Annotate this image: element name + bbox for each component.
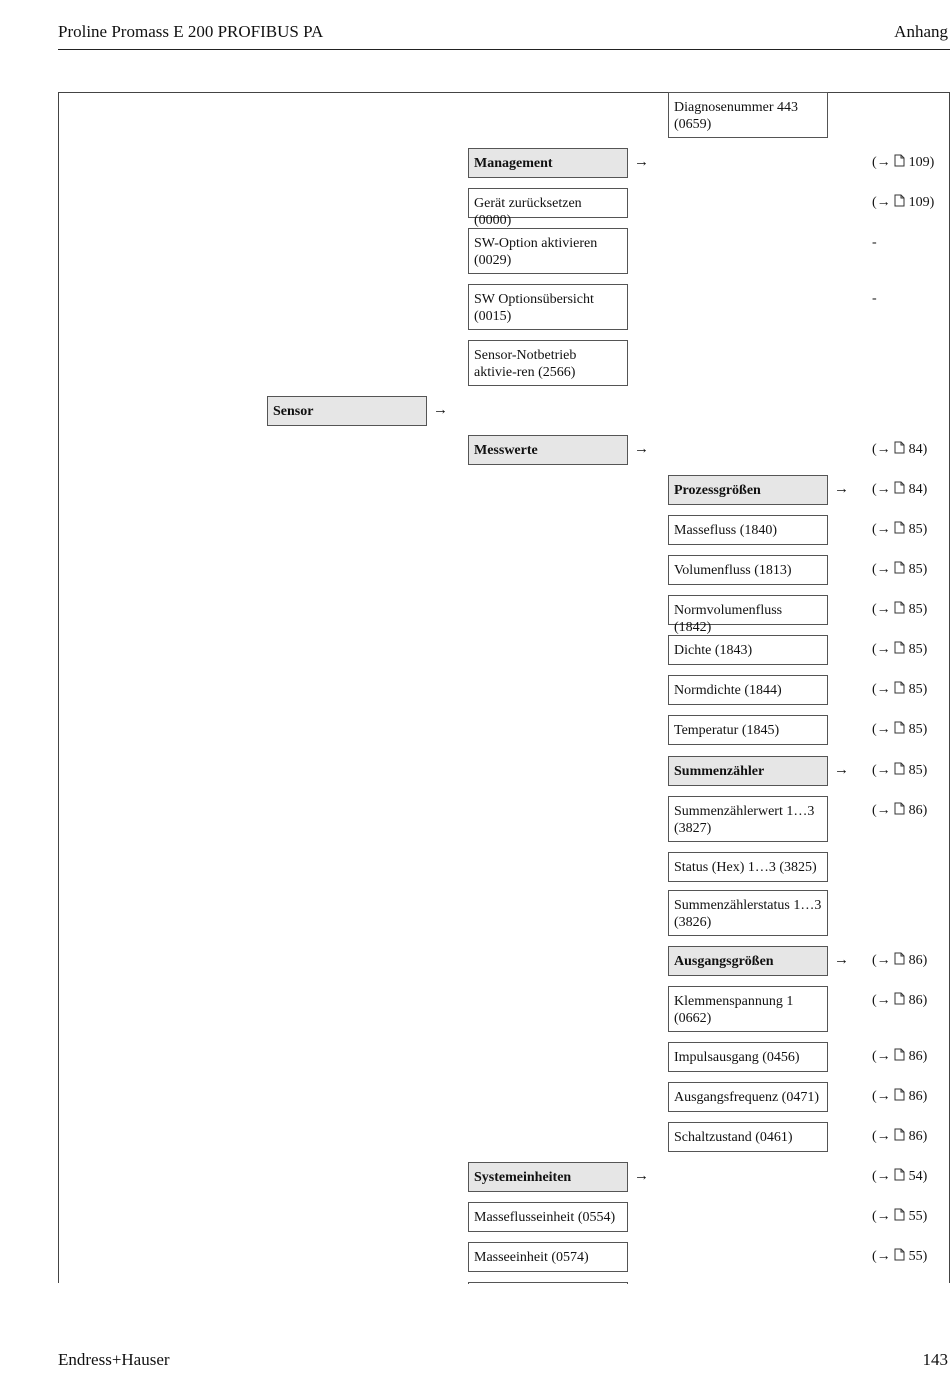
- page-reference: [872, 481, 927, 499]
- parameter-temperatur-1845: [668, 715, 828, 745]
- row-label: Normvolumenfluss (1842): [674, 603, 783, 635]
- document-page-icon: [894, 1088, 905, 1106]
- page-reference: [872, 1168, 927, 1186]
- parameter-status-hex-1-3-3825: [668, 852, 828, 882]
- reference-prefix: (→: [872, 562, 895, 577]
- parameter-summenzahlerstatus-1-3-3826: [668, 890, 828, 936]
- document-page-icon: [894, 992, 905, 1010]
- parameter-impulsausgang-0456: [668, 1042, 828, 1072]
- reference-page-number: 85): [905, 602, 928, 617]
- document-page-icon: [894, 1248, 905, 1266]
- footer-brand: Endress+Hauser: [58, 1350, 170, 1369]
- row-label: Normdichte (1844): [674, 683, 782, 698]
- row-label: Summenzählerstatus 1…3 (3826): [674, 898, 822, 930]
- row-label: Ausgangsgrößen: [674, 954, 774, 969]
- menu-group-prozessgrossen: [668, 475, 828, 505]
- document-page-icon: [894, 561, 905, 579]
- menu-group-systemeinheiten: [468, 1162, 628, 1192]
- menu-group-ausgangsgrossen: [668, 946, 828, 976]
- page-reference: [872, 194, 934, 212]
- page-reference: [872, 561, 927, 579]
- page-reference: [872, 290, 877, 307]
- parameter-sensor-notbetrieb-aktivie-ren-2566: [468, 340, 628, 386]
- reference-prefix: (→: [872, 803, 895, 818]
- row-label: Volumenfluss (1813): [674, 563, 792, 578]
- reference-page-number: 86): [905, 993, 928, 1008]
- parameter-masseeinheit-0574: [468, 1242, 628, 1272]
- document-page-icon: [894, 521, 905, 539]
- row-label: Sensor-Notbetrieb aktivie-ren (2566): [474, 348, 577, 380]
- row-label: Summenzählerwert 1…3 (3827): [674, 804, 815, 836]
- reference-prefix: (→: [872, 195, 895, 210]
- header-title: Proline Promass E 200 PROFIBUS PA: [58, 22, 324, 41]
- reference-page-number: 85): [905, 642, 928, 657]
- page-reference: [872, 1208, 927, 1226]
- parameter-diagnosenummer-443-0659: [668, 92, 828, 138]
- row-label: Prozessgrößen: [674, 483, 761, 498]
- row-label: Masseflusseinheit (0554): [474, 1210, 616, 1225]
- document-page-icon: [894, 601, 905, 619]
- row-label: Diagnosenummer 443 (0659): [674, 100, 799, 132]
- reference-prefix: (→: [872, 1049, 895, 1064]
- parameter-ausgangsfrequenz-0471: [668, 1082, 828, 1112]
- reference-page-number: 85): [905, 522, 928, 537]
- parameter-masseflusseinheit-0554: [468, 1202, 628, 1232]
- page-reference: [872, 641, 927, 659]
- row-label: Impulsausgang (0456): [674, 1050, 800, 1065]
- submenu-arrow-icon: →: [834, 952, 849, 968]
- header-divider: [58, 49, 950, 50]
- page-reference: [872, 721, 927, 739]
- parameter-volumenfluss-1813: [668, 555, 828, 585]
- parameter-box-continued: [468, 1282, 628, 1284]
- reference-prefix: (→: [872, 442, 895, 457]
- page-reference: [872, 681, 927, 699]
- reference-page-number: 55): [905, 1209, 928, 1224]
- reference-prefix: (→: [872, 1249, 895, 1264]
- reference-prefix: -: [872, 291, 877, 306]
- document-page-icon: [894, 1048, 905, 1066]
- document-page-icon: [894, 194, 905, 212]
- menu-group-management: [468, 148, 628, 178]
- reference-prefix: (→: [872, 763, 895, 778]
- reference-prefix: (→: [872, 155, 895, 170]
- document-page-icon: [894, 762, 905, 780]
- parameter-normvolumenfluss-1842: [668, 595, 828, 635]
- submenu-arrow-icon: →: [634, 154, 649, 170]
- page-reference: [872, 762, 927, 780]
- page-reference: [872, 154, 934, 172]
- page-reference: [872, 1088, 927, 1106]
- reference-prefix: (→: [872, 993, 895, 1008]
- row-label: Management: [474, 156, 553, 171]
- row-label: Sensor: [273, 404, 314, 419]
- document-page-icon: [894, 641, 905, 659]
- document-page-icon: [894, 481, 905, 499]
- row-label: Masseeinheit (0574): [474, 1250, 589, 1265]
- reference-prefix: (→: [872, 642, 895, 657]
- reference-prefix: (→: [872, 1089, 895, 1104]
- row-label: Status (Hex) 1…3 (3825): [674, 860, 817, 875]
- reference-page-number: 109): [905, 155, 935, 170]
- parameter-gerat-zurucksetzen-0000: [468, 188, 628, 228]
- parameter-dichte-1843: [668, 635, 828, 665]
- row-label: Klemmenspannung 1 (0662): [674, 994, 794, 1026]
- row-label: Massefluss (1840): [674, 523, 778, 538]
- submenu-arrow-icon: →: [834, 481, 849, 497]
- reference-prefix: (→: [872, 522, 895, 537]
- submenu-arrow-icon: →: [634, 441, 649, 457]
- parameter-sw-optionsubersicht-0015: [468, 284, 628, 330]
- page-reference: [872, 952, 927, 970]
- header-section: Anhang: [894, 22, 948, 41]
- document-page-icon: [894, 1128, 905, 1146]
- reference-page-number: 86): [905, 1089, 928, 1104]
- submenu-arrow-icon: →: [634, 1168, 649, 1184]
- reference-prefix: (→: [872, 953, 895, 968]
- submenu-arrow-icon: →: [433, 402, 448, 418]
- reference-page-number: 85): [905, 562, 928, 577]
- row-label: Summenzähler: [674, 764, 765, 779]
- reference-prefix: (→: [872, 1169, 895, 1184]
- document-page-icon: [894, 802, 905, 820]
- row-label: Schaltzustand (0461): [674, 1130, 793, 1145]
- page-reference: [872, 234, 877, 251]
- row-label: Messwerte: [474, 443, 538, 458]
- reference-prefix: (→: [872, 602, 895, 617]
- row-label: Temperatur (1845): [674, 723, 780, 738]
- reference-page-number: 85): [905, 763, 928, 778]
- reference-page-number: 85): [905, 682, 928, 697]
- reference-page-number: 84): [905, 482, 928, 497]
- page-reference: [872, 521, 927, 539]
- row-label: SW Optionsübersicht (0015): [474, 292, 594, 324]
- reference-page-number: 86): [905, 803, 928, 818]
- reference-prefix: (→: [872, 682, 895, 697]
- menu-group-sensor: [267, 396, 427, 426]
- footer-page-number: 143: [922, 1350, 948, 1369]
- reference-page-number: 86): [905, 1049, 928, 1064]
- row-label: Gerät zurücksetzen (0000): [474, 196, 582, 228]
- page-reference: [872, 1248, 927, 1266]
- menu-group-summenzahler: [668, 756, 828, 786]
- document-page-icon: [894, 952, 905, 970]
- page-reference: [872, 802, 927, 820]
- parameter-sw-option-aktivieren-0029: [468, 228, 628, 274]
- page-reference: [872, 441, 927, 459]
- reference-page-number: 54): [905, 1169, 928, 1184]
- page-reference: [872, 601, 927, 619]
- reference-prefix: (→: [872, 722, 895, 737]
- row-label: SW-Option aktivieren (0029): [474, 236, 598, 268]
- page-reference: [872, 1048, 927, 1066]
- document-page-icon: [894, 1208, 905, 1226]
- document-page-icon: [894, 721, 905, 739]
- reference-page-number: 55): [905, 1249, 928, 1264]
- document-page-icon: [894, 154, 905, 172]
- reference-page-number: 86): [905, 953, 928, 968]
- reference-page-number: 109): [905, 195, 935, 210]
- page-reference: [872, 1128, 927, 1146]
- submenu-arrow-icon: →: [834, 762, 849, 778]
- reference-page-number: 86): [905, 1129, 928, 1144]
- parameter-summenzahlerwert-1-3-3827: [668, 796, 828, 842]
- reference-prefix: (→: [872, 1129, 895, 1144]
- parameter-normdichte-1844: [668, 675, 828, 705]
- page-reference: [872, 992, 927, 1010]
- reference-prefix: -: [872, 235, 877, 250]
- parameter-schaltzustand-0461: [668, 1122, 828, 1152]
- reference-prefix: (→: [872, 482, 895, 497]
- row-label: Systemeinheiten: [474, 1170, 572, 1185]
- menu-group-messwerte: [468, 435, 628, 465]
- reference-page-number: 84): [905, 442, 928, 457]
- reference-page-number: 85): [905, 722, 928, 737]
- parameter-klemmenspannung-1-0662: [668, 986, 828, 1032]
- row-label: Ausgangsfrequenz (0471): [674, 1090, 820, 1105]
- document-page-icon: [894, 1168, 905, 1186]
- document-page-icon: [894, 681, 905, 699]
- parameter-massefluss-1840: [668, 515, 828, 545]
- reference-prefix: (→: [872, 1209, 895, 1224]
- document-page-icon: [894, 441, 905, 459]
- row-label: Dichte (1843): [674, 643, 753, 658]
